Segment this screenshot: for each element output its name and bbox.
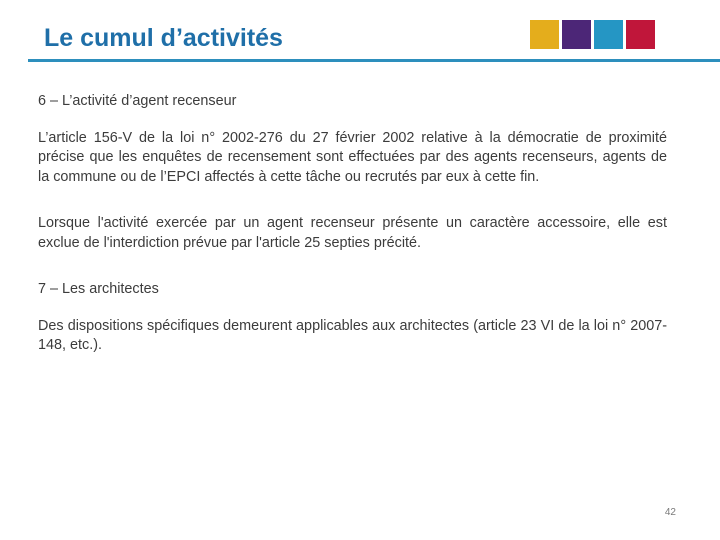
decorative-squares [530,20,655,49]
slide-body [38,92,667,356]
decor-square-gold [530,20,559,49]
section-7-heading: 7 – Les architectes [38,281,159,297]
decor-square-blue [594,20,623,49]
title-underline [28,59,720,62]
section-6-paragraph-2: Lorsque l'activité exercée par un agent recenseur présente un caractère accessoire, elle est exclue de l'interdiction prévue par l'article 25 septies précité. [38,215,667,251]
section-7-paragraph-1: Des dispositions spécifiques demeurent applicables aux architectes (article 23 VI de la loi n° 2007-148, etc.). [38,317,667,353]
decor-square-red [626,20,655,49]
slide-title: Le cumul d’activités [44,24,283,52]
decor-square-purple [562,20,591,49]
section-6-heading: 6 – L’activité d’agent recenseur [38,93,237,109]
page-number: 42 [664,507,676,518]
section-6-paragraph-1: L’article 156-V de la loi n° 2002-276 du 27 février 2002 relative à la démocratie de proximité précise que les enquêtes de recensement sont effectuées par des agents recenseurs, agents de la commune ou de l’EPCI affectés à cette tâche ou recrutés par eux à cette fin. [38,129,667,185]
